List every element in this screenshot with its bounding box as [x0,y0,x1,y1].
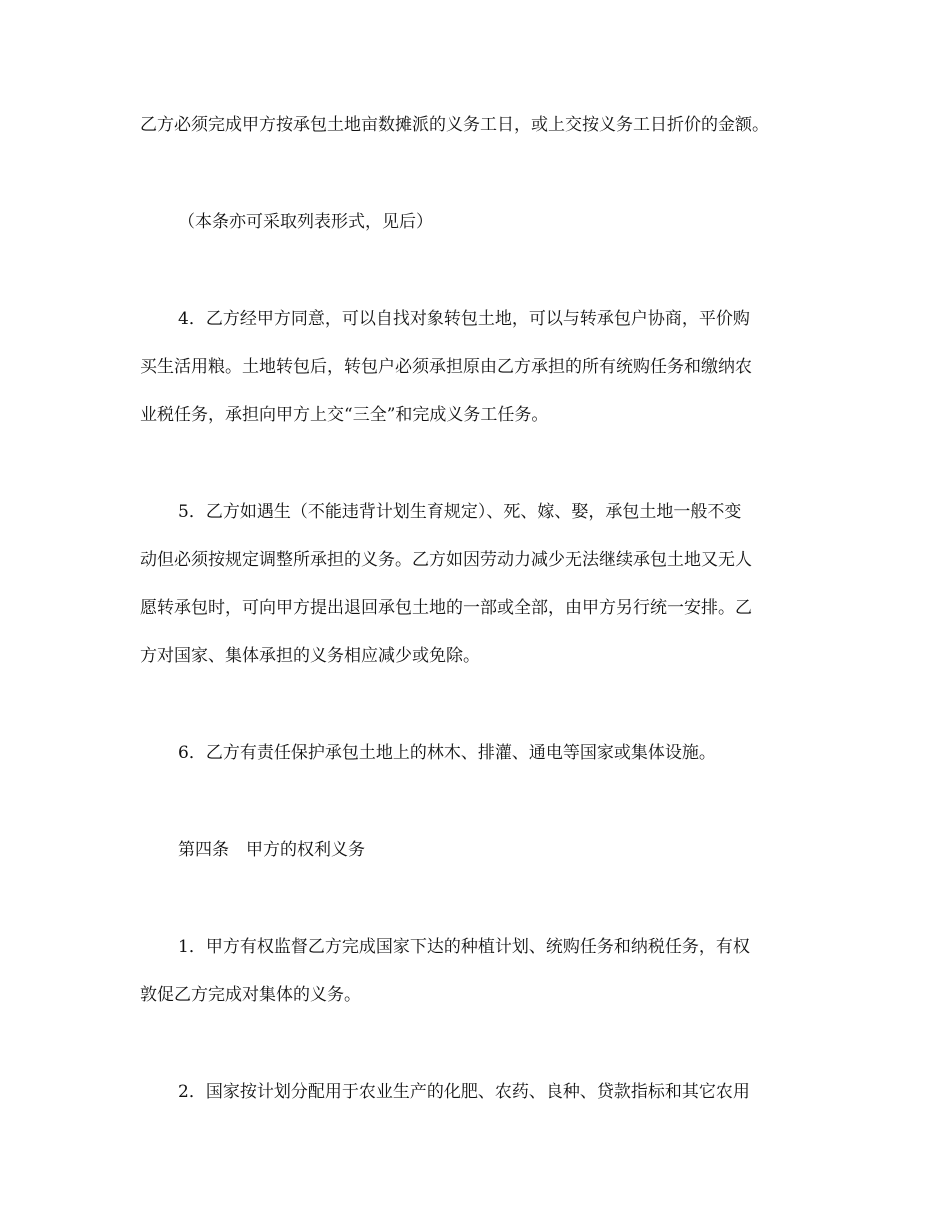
paragraph-line: 敦促乙方完成对集体的义务。 [140,985,361,1005]
paragraph-line: 4．乙方经甲方同意，可以自找对象转包土地，可以与转承包户协商，平价购 [178,309,750,329]
paragraph-line: （本条亦可采取列表形式，见后） [178,212,433,232]
paragraph-line: 业税任务，承担向甲方上交“三全”和完成义务工任务。 [140,405,549,425]
paragraph-line: 动但必须按规定调整所承担的义务。乙方如因劳动力减少无法继续承包土地又无人 [140,550,752,570]
paragraph-line: 方对国家、集体承担的义务相应减少或免除。 [140,646,480,666]
paragraph-line: 6．乙方有责任保护承包土地上的林木、排灌、通电等国家或集体设施。 [178,743,716,763]
paragraph-line: 买生活用粮。土地转包后，转包户必须承担原由乙方承担的所有统购任务和缴纳农 [140,357,752,377]
paragraph-line: 乙方必须完成甲方按承包土地亩数摊派的义务工日，或上交按义务工日折价的金额。 [140,115,769,135]
paragraph-line: 1．甲方有权监督乙方完成国家下达的种植计划、统购任务和纳税任务，有权 [178,937,750,957]
paragraph-line: 愿转承包时，可向甲方提出退回承包土地的一部或全部，由甲方另行统一安排。乙 [140,598,752,618]
paragraph-line: 2．国家按计划分配用于农业生产的化肥、农药、良种、贷款指标和其它农用 [178,1082,750,1102]
paragraph-line: 5．乙方如遇生（不能违背计划生育规定）、死、嫁、娶，承包土地一般不变 [178,502,742,522]
section-heading: 第四条 甲方的权利义务 [178,840,365,860]
